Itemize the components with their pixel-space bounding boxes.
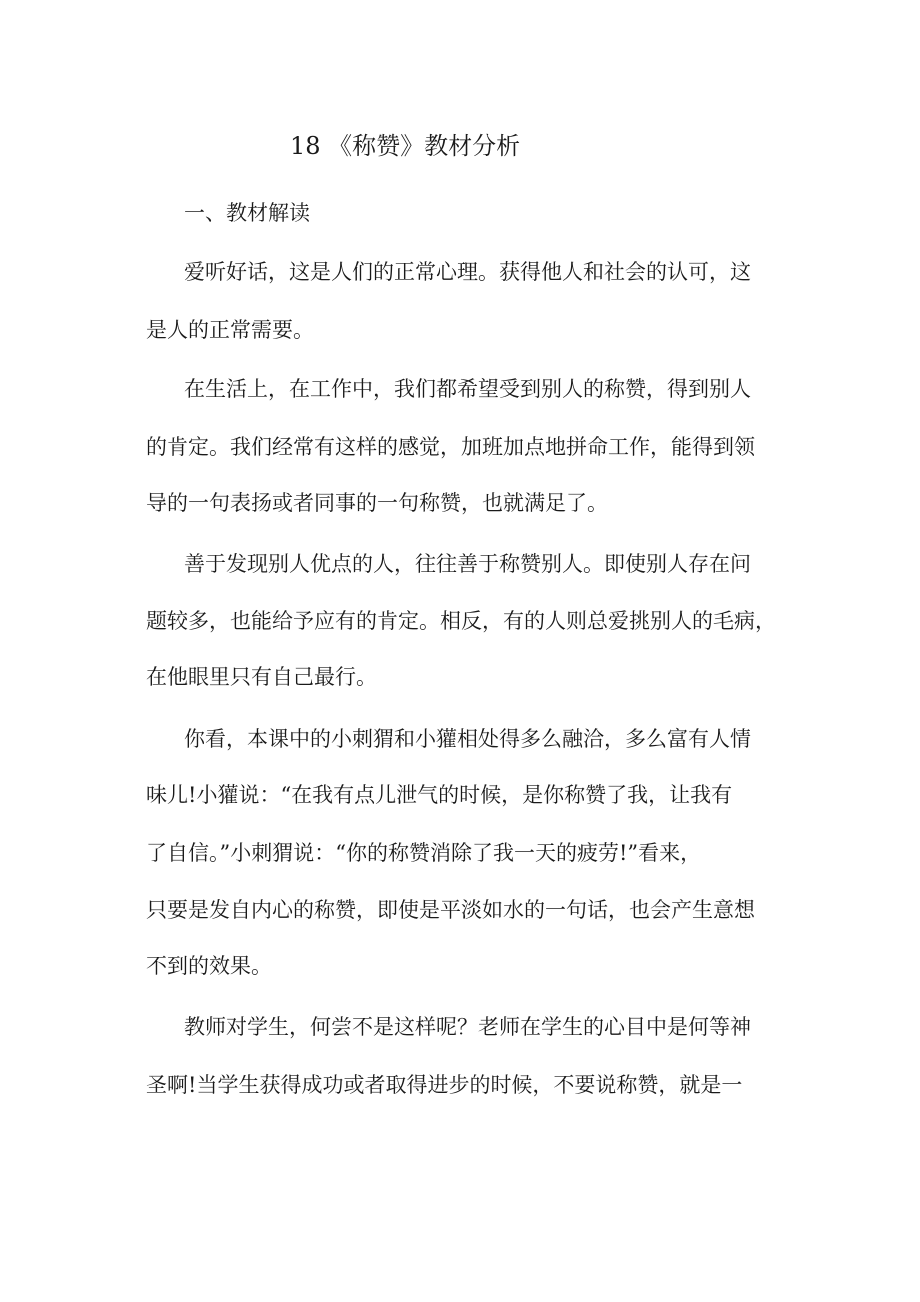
paragraph-4-line-1: 你看，本课中的小刺猬和小獾相处得多么融洽，多么富有人情 [184, 727, 751, 751]
paragraph-5-line-1: 教师对学生，何尝不是这样呢？老师在学生的心目中是何等神 [184, 1015, 751, 1039]
paragraph-3-line-3: 在他眼里只有自己最行。 [146, 665, 377, 689]
paragraph-1-line-2: 是人的正常需要。 [146, 318, 314, 342]
section-heading: 一、教材解读 [184, 201, 310, 225]
paragraph-2-line-1: 在生活上，在工作中，我们都希望受到别人的称赞，得到别人 [184, 377, 751, 401]
document-title: 18 《称赞》教材分析 [290, 132, 521, 160]
paragraph-2-line-3: 导的一句表扬或者同事的一句称赞，也就满足了。 [146, 491, 608, 515]
paragraph-4-line-2: 味儿!小獾说：“在我有点儿泄气的时候，是你称赞了我，让我有 [146, 783, 733, 807]
paragraph-4-line-5: 不到的效果。 [146, 954, 272, 978]
paragraph-3-line-1: 善于发现别人优点的人，往往善于称赞别人。即使别人存在问 [184, 552, 751, 576]
paragraph-2-line-2: 的肯定。我们经常有这样的感觉，加班加点地拼命工作，能得到领 [146, 435, 755, 459]
paragraph-4-line-3: 了自信。”小刺猬说：“你的称赞消除了我一天的疲劳!”看来， [146, 841, 702, 865]
paragraph-1-line-1: 爱听好话，这是人们的正常心理。获得他人和社会的认可，这 [184, 260, 751, 284]
paragraph-4-line-4: 只要是发自内心的称赞，即使是平淡如水的一句话，也会产生意想 [146, 898, 755, 922]
paragraph-5-line-2: 圣啊!当学生获得成功或者取得进步的时候，不要说称赞，就是一 [146, 1073, 743, 1097]
paragraph-3-line-2: 题较多，也能给予应有的肯定。相反，有的人则总爱挑别人的毛病， [146, 609, 776, 633]
